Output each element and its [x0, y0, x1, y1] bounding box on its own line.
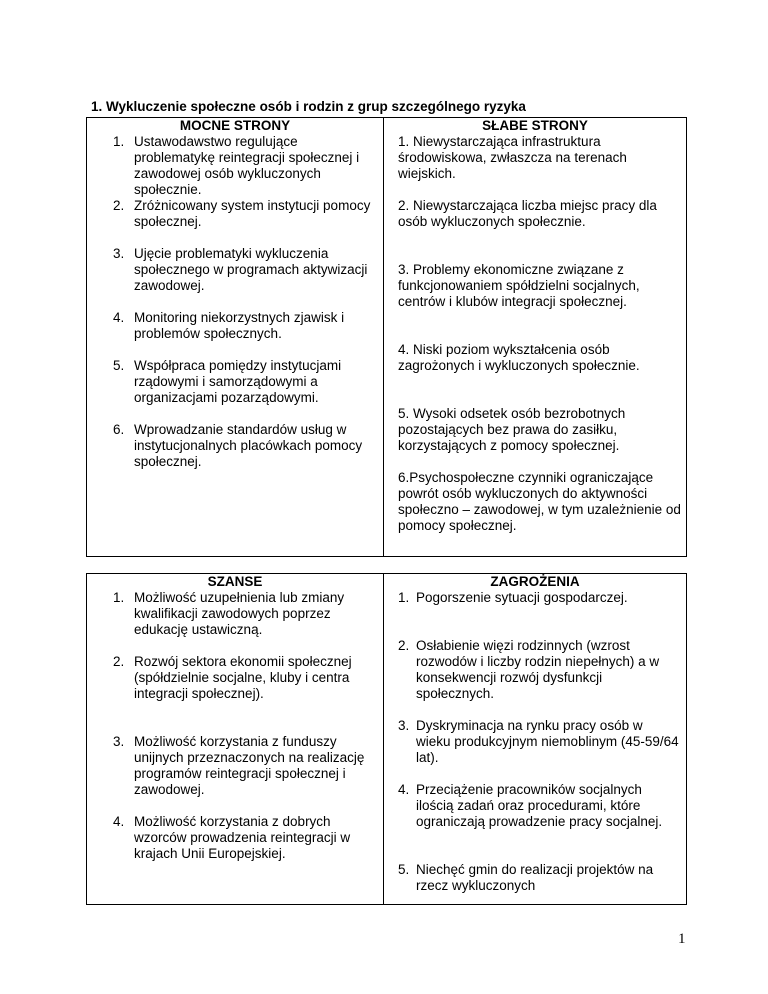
- weaknesses-header: SŁABE STRONY: [482, 118, 588, 133]
- list-item: [87, 134, 377, 198]
- weakness-item: 3. Problemy ekonomiczne związane z funkcjonowaniem spółdzielni socjalnych, centrów i klubów integracji społecznej.: [398, 262, 640, 309]
- item-number: 2.: [113, 198, 125, 213]
- item-number: 4.: [113, 814, 125, 829]
- list-item: [87, 814, 377, 862]
- list-item: [384, 862, 680, 894]
- item-number: 6.: [113, 422, 125, 437]
- item-number: 5.: [398, 862, 410, 877]
- weakness-item: 6.Psychospołeczne czynniki ograniczające powrót osób wykluczonych do aktywności społeczno – zawodowej, w tym uzależnienie od pomocy społecznej.: [398, 470, 681, 533]
- list-item: [384, 590, 680, 638]
- item-number: 4.: [398, 782, 410, 797]
- strengths-column: [87, 118, 384, 557]
- item-number: 5.: [113, 358, 125, 373]
- item-text: Współpraca pomiędzy instytucjami rządowymi i samorządowymi a organizacjami pozarządowymi.: [134, 358, 342, 405]
- weakness-item: 2. Niewystarczająca liczba miejsc pracy dla osób wykluczonych społecznie.: [398, 198, 657, 229]
- list-item: [87, 358, 377, 422]
- list-item: [384, 718, 680, 782]
- item-text: Osłabienie więzi rodzinnych (wzrost rozwodów i liczby rodzin niepełnych) a w konsekwencji rozwój dysfunkcji społecznych.: [416, 638, 660, 701]
- item-number: 1.: [398, 590, 410, 605]
- item-text: Dyskryminacja na rynku pracy osób w wieku produkcyjnym niemoblinym (45-59/64 lat).: [416, 718, 679, 765]
- item-text: Ujęcie problematyki wykluczenia społecznego w programach aktywizacji zawodowej.: [134, 246, 368, 293]
- item-text: Ustawodawstwo regulujące problematykę reintegracji społecznej i zawodowej osób wykluczonych społecznie.: [134, 134, 360, 197]
- opportunities-list: [87, 590, 383, 862]
- item-number: 2.: [398, 638, 410, 653]
- weakness-item: 5. Wysoki odsetek osób bezrobotnych pozostających bez prawa do zasiłku, korzystających z pomocy społecznej.: [398, 406, 626, 453]
- strengths-list: [87, 134, 383, 470]
- item-text: Możliwość korzystania z funduszy unijnych przeznaczonych na realizację programów reintegracji społecznej i zawodowej.: [134, 734, 365, 797]
- list-item: [87, 422, 377, 470]
- strengths-header: MOCNE STRONY: [179, 118, 291, 133]
- item-number: 3.: [113, 734, 125, 749]
- weaknesses-column: [384, 118, 687, 557]
- item-text: Przeciążenie pracowników socjalnych ilością zadań oraz procedurami, które ograniczają prowadzenie pracy socjalnej.: [416, 782, 663, 829]
- item-text: Wprowadzanie standardów usług w instytucjonalnych placówkach pomocy społecznej.: [134, 422, 363, 469]
- opportunities-threats-table: [86, 573, 687, 905]
- item-number: 1.: [113, 590, 125, 605]
- threats-list: [384, 590, 686, 894]
- item-text: Możliwość uzupełnienia lub zmiany kwalifikacji zawodowych poprzez edukację ustawiczną.: [134, 590, 345, 637]
- threats-column: [384, 574, 687, 905]
- item-number: 1.: [113, 134, 125, 149]
- list-item: [87, 246, 377, 310]
- item-text: Zróżnicowany system instytucji pomocy społecznej.: [134, 198, 371, 229]
- section-title: 1. Wykluczenie społeczne osób i rodzin z grup szczególnego ryzyka: [91, 99, 526, 114]
- item-text: Monitoring niekorzystnych zjawisk i problemów społecznych.: [134, 310, 345, 341]
- list-item: [87, 590, 377, 654]
- item-text: Możliwość korzystania z dobrych wzorców prowadzenia reintegracji w krajach Unii Europejskiej.: [134, 814, 351, 861]
- item-number: 3.: [398, 718, 410, 733]
- weakness-item: 1. Niewystarczająca infrastruktura środowiskowa, zwłaszcza na terenach wiejskich.: [398, 134, 627, 181]
- weakness-item: 4. Niski poziom wykształcenia osób zagrożonych i wykluczonych społecznie.: [398, 342, 640, 373]
- threats-header: ZAGROŻENIA: [490, 574, 580, 589]
- list-item: [87, 310, 377, 358]
- list-item: [384, 782, 680, 862]
- item-number: 3.: [113, 246, 125, 261]
- list-item: [87, 654, 377, 734]
- page-number: 1: [678, 931, 686, 947]
- item-text: Niechęć gmin do realizacji projektów na rzecz wykluczonych: [416, 862, 654, 893]
- item-number: 4.: [113, 310, 125, 325]
- item-text: Rozwój sektora ekonomii społecznej (spółdzielnie socjalne, kluby i centra integracji społecznej).: [134, 654, 352, 701]
- opportunities-column: [87, 574, 384, 905]
- item-number: 2.: [113, 654, 125, 669]
- opportunities-header: SZANSE: [207, 574, 263, 589]
- list-item: [384, 638, 680, 718]
- item-text: Pogorszenie sytuacji gospodarczej.: [416, 590, 628, 605]
- strengths-weaknesses-table: [86, 117, 687, 557]
- list-item: [87, 198, 377, 246]
- list-item: [87, 734, 377, 814]
